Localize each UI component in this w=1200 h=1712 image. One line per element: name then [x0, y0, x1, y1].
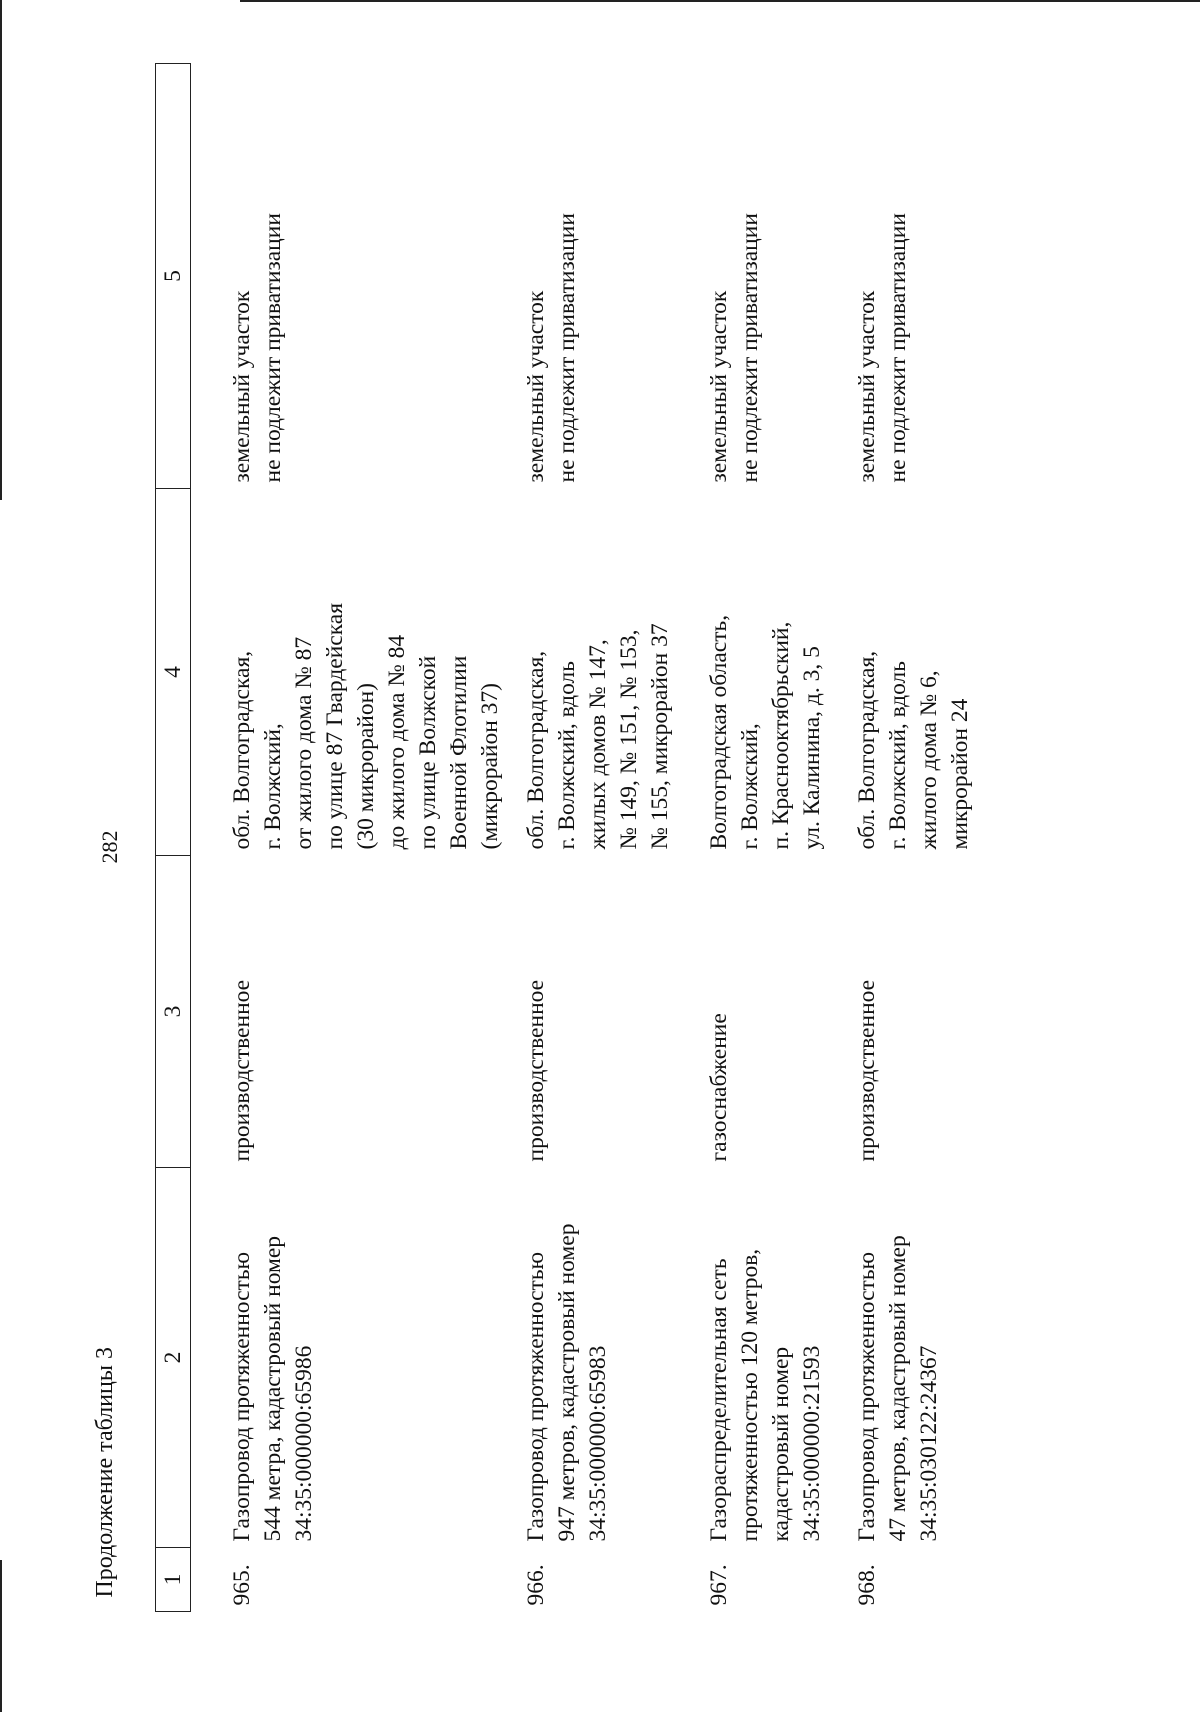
- land-note: земельный участок не подлежит приватизации: [853, 213, 911, 483]
- object-address: Волгоградская область, г. Волжский, п. Краснооктябрьский, ул. Калинина, д. 3, 5: [705, 614, 825, 850]
- table-row: [521, 64, 704, 1612]
- column-header-4: 4: [156, 489, 191, 856]
- table-continuation-caption: Продолжение таблицы 3: [92, 1347, 118, 1598]
- row-number: 967.: [705, 1564, 732, 1606]
- object-description: Газопровод протяженностью 544 метра, кадастровый номер 34:35:000000:65986: [229, 1235, 317, 1542]
- object-address: обл. Волгоградская, г. Волжский, вдоль жилого дома № 6, микрорайон 24: [853, 650, 973, 850]
- object-purpose: производственное: [853, 979, 880, 1162]
- page-number: 282: [97, 830, 122, 864]
- object-address: обл. Волгоградская, г. Волжский, от жилого дома № 87 по улице 87 Гвардейская (30 микрорайон) до жилого дома № 84 по улице Волжской Военной Флотилии (микрорайон 37): [229, 602, 503, 850]
- row-number: 965.: [229, 1564, 255, 1606]
- land-note: земельный участок не подлежит приватизации: [705, 213, 763, 483]
- row-number: 968.: [853, 1564, 880, 1606]
- property-table: [155, 63, 982, 1612]
- object-purpose: газоснабжение: [705, 1013, 732, 1162]
- object-description: Газопровод протяженностью 947 метров, кадастровый номер 34:35:000000:65983: [522, 1223, 611, 1542]
- land-note: земельный участок не подлежит приватизации: [522, 213, 580, 483]
- table-row: [704, 64, 852, 1612]
- object-description: Газопровод протяженностью 47 метров, кадастровый номер 34:35:030122:24367: [853, 1235, 942, 1542]
- column-header-1: 1: [156, 1548, 191, 1612]
- object-description: Газораспределительная сеть протяженностью 120 метров, кадастровый номер 34:35:000000:21593: [705, 1248, 825, 1542]
- land-note: земельный участок не подлежит приватизации: [229, 213, 286, 483]
- column-header-5: 5: [156, 64, 191, 489]
- object-purpose: производственное: [229, 979, 255, 1162]
- row-number: 966.: [522, 1564, 549, 1606]
- object-purpose: производственное: [522, 979, 549, 1162]
- column-header-3: 3: [156, 856, 191, 1168]
- object-address: обл. Волгоградская, г. Волжский, вдоль жилых домов № 147, № 149, № 151, № 153, № 155, микрорайон 37: [522, 623, 673, 850]
- table-row: [191, 64, 521, 1612]
- table-row: [852, 64, 982, 1612]
- column-header-2: 2: [156, 1168, 191, 1548]
- table-header-row: [156, 64, 191, 1612]
